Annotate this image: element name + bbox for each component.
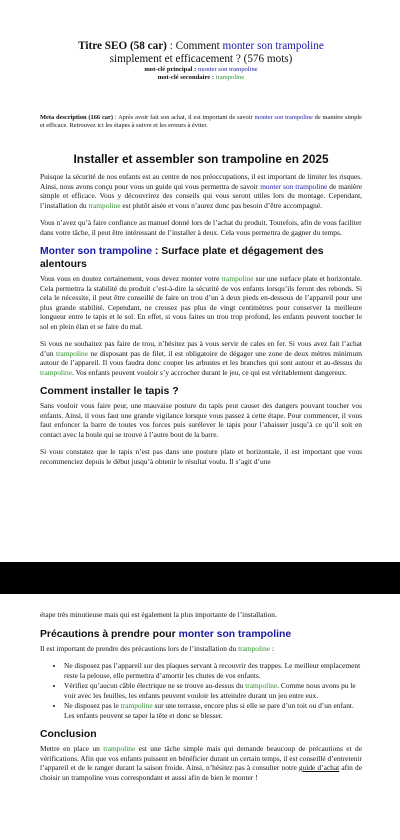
intro-p1-keyword-2: trampoline (88, 200, 121, 210)
seo-title-rest: simplement et efficacement ? (576 mots) (109, 53, 293, 65)
meta-keyword: monter son trampoline (254, 114, 313, 121)
b3-text-a: Ne disposez pas le (64, 701, 121, 710)
meta-text-1: : Après avoir fait son achat, il est important de savoir (112, 114, 255, 121)
main-keyword-line: mot-clé principal : monter son trampoline (144, 66, 258, 73)
section-2-paragraph-2-continued: étape très minutieuse mais qui est également la plus importante de l’installation. (40, 610, 277, 619)
b2-text-a: Vérifiez qu’aucun câble électrique ne se trouve au-dessus du (64, 681, 246, 690)
seo-title-sep: : Comment (166, 40, 223, 52)
section-1-paragraph-1 (40, 274, 362, 331)
b2-keyword: trampoline (245, 681, 278, 690)
list-item: • Ne disposez pas l’appareil sur des plaques servant à recouvrir des trappes. Le meilleur emplacement reste la pelouse, elle permettra d’amortir les chutes de vos enfants. (64, 661, 362, 680)
buying-guide-link[interactable]: guide d’achat (298, 763, 340, 772)
section-2-heading: Comment installer le tapis ? (40, 386, 179, 397)
intro-p1-text-a: Puisque la sécurité de nos enfants est au centre de nos préoccupations, il est important de limiter les risques. Ainsi, nous avons conçu pour vous un guide qui vous permettra de savoir (40, 172, 362, 191)
s1-p2-text-b: ne disposant pas de filet, il est obligatoire de dégager une zone de deux mètres minimum autour de l’appareil. Il vous faudra donc couper les arbustes et les branches qui sont autour et au-dessus du (40, 348, 362, 367)
section-3-heading (40, 628, 362, 641)
s3-intro-keyword: trampoline (238, 643, 271, 653)
b3-text-b: sur une terrasse, encore plus si elle se pare d’un toit ou d’un enfant. Les enfants peuvent se taper la tête et donc se blesser. (64, 701, 354, 720)
secondary-keyword-line: mot-clé secondaire : trampoline (157, 74, 245, 81)
section-2-paragraph-1: Sans vouloir vous faire peur, une mauvaise posture du tapis peut causer des dangers pouvant toucher vos enfants. Ainsi, il vous faut une grande vigilance lorsque vous passez à cette étape. Pour commencer, il vous faut enfoncer la barre de toutes vos forces puis surélever le tapis pour l’abaisser jusqu’à ce qu’il soit en contact avec la boule qui se trouve à l’autre bout de la barre. (40, 401, 362, 439)
main-keyword-value: monter son trampoline (197, 66, 258, 73)
meta-label: Meta description (166 car) (40, 114, 113, 121)
seo-title-keyword: monter son trampoline (222, 40, 324, 52)
meta-description (40, 114, 362, 130)
s1-p1-text-a: Vous vous en doutez certainement, vous devez monter votre (40, 274, 222, 283)
section-3-intro (40, 644, 362, 654)
section-1-heading-keyword: Monter son trampoline (40, 246, 152, 257)
conclusion-text-b: est une tâche simple mais qui demande beaucoup de précautions et de vérifications. Afin que vos enfants puissent en bénéficier durant un certain temps, il est conseillé d’entretenir l’appareil et de le ranger durant la saison froide. Ainsi, n’hésitez pas à consulter notre (40, 744, 362, 772)
secondary-keyword-value: trampoline (215, 74, 245, 81)
conclusion-paragraph (40, 744, 362, 782)
conclusion-keyword: trampoline (103, 744, 136, 753)
conclusion-text-c: afin de choisir un trampoline vous correspondant et aussi afin de bien le monter ! (40, 763, 362, 782)
secondary-keyword-label: mot-clé secondaire (157, 74, 211, 81)
list-item (64, 681, 362, 700)
list-item (64, 701, 362, 720)
seo-title-label: Titre SEO (58 car) (78, 40, 167, 52)
s3-intro-b: : (270, 643, 274, 653)
conclusion-text-a: Mettre en place un (40, 744, 104, 753)
s3-intro-a: Il est important de prendre des précautions lors de l’installation du (40, 643, 239, 653)
section-3-heading-keyword: monter son trampoline (178, 628, 292, 640)
main-heading: Installer et assembler son trampoline en 2025 (73, 152, 329, 166)
meta-text-2: de manière simple et efficace. Retrouvez ici les étapes à suivre et les erreurs à éviter. (40, 114, 362, 129)
section-1-heading-rest: : Surface plate et dégagement des alentours (40, 246, 324, 270)
b3-keyword: trampoline (120, 701, 153, 710)
s1-p2-text-a: Si vous ne souhaitez pas faire de trou, n’hésitez pas à vous servir de cales en fer. Si vous avez fait l’achat d’un (40, 339, 362, 358)
intro-p1-keyword: monter son trampoline (260, 181, 328, 191)
conclusion-heading: Conclusion (40, 729, 97, 740)
b2-text-b: . Comme nous avons pu le voir avec les feuilles, les enfants peuvent vouloir les atteindre durant un jeu entre eux. (64, 681, 356, 700)
seo-title (40, 0, 362, 66)
intro-p1-text-b: de manière simple et efficace. Vous y découvrirez des conseils qui vous seront utiles lors du montage. Cependant, l’installation du (40, 181, 362, 210)
precautions-list (40, 661, 362, 720)
section-3-heading-text: Précautions à prendre pour (40, 628, 179, 640)
intro-paragraph-2: Vous n’avez qu’à faire confiance au manuel donné lors de l’achat du produit. Toutefois, afin de vous faciliter dans votre tâche, il peut être intéressant de l’installer à deux. Cela vous permettra de gagner du temps. (40, 218, 362, 237)
s1-p2-keyword-2: trampoline (40, 367, 73, 377)
intro-paragraph-1 (40, 172, 362, 210)
s1-p2-text-c: . Vos enfants peuvent vouloir s’y accrocher durant le jeu, ce qui est véritablement dangereux. (72, 367, 347, 377)
intro-p1-text-c: est plutôt aisée et vous n’aurez donc pas besoin d’être accompagné. (120, 200, 323, 210)
page-break (0, 562, 400, 594)
s1-p1-keyword: trampoline (221, 274, 254, 283)
document-page-2 (0, 594, 400, 840)
main-keyword-label: mot-clé principal (144, 66, 193, 73)
s1-p1-text-b: sur une surface plate et horizontale. Cela permettra la stabilité du produit c’est-à-dire la sécurité de vos enfants lorsqu’ils feront des rebonds. Si cela le nécessite, il peut être conseillé de faire un trou d’un à deux pieds en-dessous de l’appareil pour une plus grande stabilité. Cependant, ne creusez pas plus de vingt centimètres pour conserver la meilleure longueur entre le tapis et le sol. En effet, si vous faites un trou trop profond, les enfants peuvent toucher le sol en plein élan et se faire du mal. (40, 274, 362, 331)
s1-p2-keyword: trampoline (56, 348, 89, 358)
section-2-paragraph-2: Si vous constatez que le tapis n’est pas dans une posture plate et horizontale, il est important que vous recommenciez depuis le début jusqu’à obtenir le résultat voulu. Il s’agit d’une (40, 447, 362, 466)
section-1-heading (40, 245, 362, 271)
section-1-paragraph-2 (40, 339, 362, 377)
